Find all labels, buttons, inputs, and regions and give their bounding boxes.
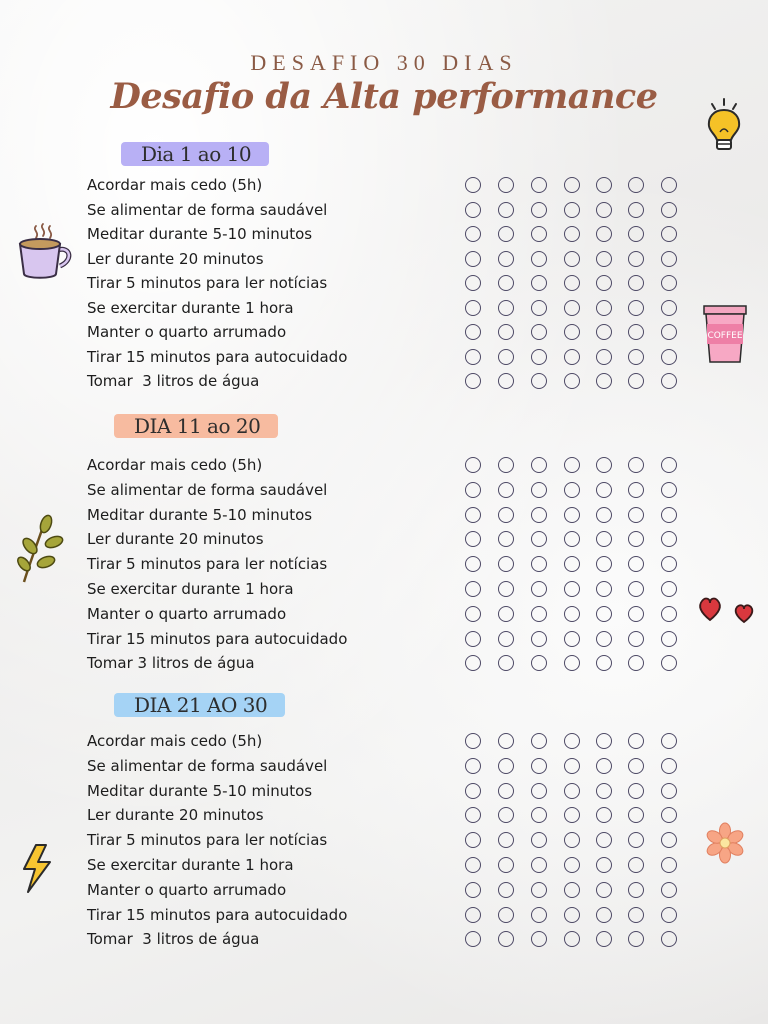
day-checkbox[interactable]	[564, 202, 580, 218]
day-checkbox[interactable]	[628, 324, 644, 340]
day-checkbox[interactable]	[564, 907, 580, 923]
day-checkbox[interactable]	[628, 807, 644, 823]
day-checkbox[interactable]	[596, 349, 612, 365]
day-checkbox[interactable]	[498, 931, 514, 947]
day-checkbox[interactable]	[498, 507, 514, 523]
day-checkbox[interactable]	[628, 606, 644, 622]
lightning-icon	[20, 842, 54, 896]
coffee-cup-text: COFFEE	[707, 331, 743, 341]
day-checkbox[interactable]	[628, 907, 644, 923]
task-label: Ler durante 20 minutos	[87, 249, 264, 268]
day-checkbox[interactable]	[596, 324, 612, 340]
day-checkbox[interactable]	[596, 373, 612, 389]
task-label: Manter o quarto arrumado	[87, 323, 287, 341]
day-checkbox[interactable]	[596, 631, 612, 647]
day-checkbox[interactable]	[661, 832, 677, 848]
day-checkbox[interactable]	[596, 531, 612, 547]
task-label: Meditar durante 5-10 minutos	[87, 225, 313, 243]
task-label: Tirar 15 minutos para autocuidado	[87, 905, 348, 924]
day-checkbox[interactable]	[564, 655, 580, 671]
task-label: Tirar 15 minutos para autocuidado	[87, 347, 348, 366]
day-checkbox[interactable]	[498, 758, 514, 774]
day-checkbox[interactable]	[564, 807, 580, 823]
day-checkbox[interactable]	[661, 907, 677, 923]
day-checkbox[interactable]	[661, 177, 677, 193]
day-checkbox[interactable]	[564, 482, 580, 498]
day-checkbox[interactable]	[465, 631, 481, 647]
day-checkbox[interactable]	[564, 581, 580, 597]
day-checkbox[interactable]	[564, 606, 580, 622]
section-badge: Dia 1 ao 10	[121, 142, 269, 166]
day-checkbox[interactable]	[596, 482, 612, 498]
task-label: Se exercitar durante 1 hora	[87, 856, 294, 874]
day-checkbox[interactable]	[498, 202, 514, 218]
day-checkbox[interactable]	[564, 882, 580, 898]
day-checkbox[interactable]	[531, 733, 547, 749]
day-checkbox[interactable]	[465, 882, 481, 898]
day-checkbox[interactable]	[564, 832, 580, 848]
day-checkbox[interactable]	[661, 783, 677, 799]
day-checkbox[interactable]	[628, 373, 644, 389]
day-checkbox[interactable]	[661, 882, 677, 898]
day-checkbox[interactable]	[531, 202, 547, 218]
day-checkbox[interactable]	[596, 758, 612, 774]
day-checkbox[interactable]	[465, 907, 481, 923]
day-checkbox[interactable]	[465, 931, 481, 947]
day-checkbox[interactable]	[465, 177, 481, 193]
day-checkbox[interactable]	[564, 758, 580, 774]
day-checkbox[interactable]	[628, 275, 644, 291]
day-checkbox[interactable]	[564, 300, 580, 316]
day-checkbox[interactable]	[465, 531, 481, 547]
task-label: Acordar mais cedo (5h)	[87, 732, 263, 750]
day-checkbox[interactable]	[498, 581, 514, 597]
day-checkbox[interactable]	[564, 251, 580, 267]
day-checkbox[interactable]	[531, 631, 547, 647]
day-checkbox[interactable]	[628, 457, 644, 473]
day-checkbox[interactable]	[531, 832, 547, 848]
day-checkbox[interactable]	[596, 581, 612, 597]
day-checkbox[interactable]	[661, 807, 677, 823]
day-checkbox[interactable]	[498, 482, 514, 498]
day-checkbox[interactable]	[465, 606, 481, 622]
page-supertitle: DESAFIO 30 DIAS	[250, 50, 518, 75]
leaf-branch-icon	[16, 512, 66, 586]
day-checkbox[interactable]	[596, 655, 612, 671]
day-checkbox[interactable]	[498, 226, 514, 242]
day-checkbox[interactable]	[465, 832, 481, 848]
day-checkbox[interactable]	[661, 349, 677, 365]
day-checkbox[interactable]	[564, 177, 580, 193]
day-checkbox[interactable]	[661, 275, 677, 291]
day-checkbox[interactable]	[564, 857, 580, 873]
day-checkbox[interactable]	[531, 581, 547, 597]
task-label: Meditar durante 5-10 minutos	[87, 505, 313, 524]
day-checkbox[interactable]	[628, 832, 644, 848]
day-checkbox[interactable]	[596, 202, 612, 218]
day-checkbox[interactable]	[596, 251, 612, 267]
day-checkbox[interactable]	[661, 733, 677, 749]
day-checkbox[interactable]	[498, 832, 514, 848]
day-checkbox[interactable]	[564, 631, 580, 647]
day-checkbox[interactable]	[661, 581, 677, 597]
day-checkbox[interactable]	[531, 807, 547, 823]
day-checkbox[interactable]	[596, 832, 612, 848]
coffee-mug-icon	[14, 220, 76, 286]
day-checkbox[interactable]	[628, 733, 644, 749]
day-checkbox[interactable]	[498, 275, 514, 291]
day-checkbox[interactable]	[465, 556, 481, 572]
day-checkbox[interactable]	[596, 733, 612, 749]
day-checkbox[interactable]	[531, 606, 547, 622]
day-checkbox[interactable]	[498, 349, 514, 365]
day-checkbox[interactable]	[465, 733, 481, 749]
day-checkbox[interactable]	[596, 177, 612, 193]
day-checkbox[interactable]	[465, 807, 481, 823]
day-checkbox[interactable]	[498, 177, 514, 193]
day-checkbox[interactable]	[465, 507, 481, 523]
day-checkbox[interactable]	[628, 226, 644, 242]
day-checkbox[interactable]	[661, 606, 677, 622]
day-checkbox[interactable]	[531, 882, 547, 898]
day-checkbox[interactable]	[628, 857, 644, 873]
day-checkbox[interactable]	[661, 931, 677, 947]
task-label: Tirar 5 minutos para ler notícias	[87, 555, 328, 574]
day-checkbox[interactable]	[498, 457, 514, 473]
lightbulb-icon	[700, 96, 748, 154]
page-title: Desafio da Alta performance	[110, 76, 658, 117]
task-label: Meditar durante 5-10 minutos	[87, 781, 313, 800]
day-checkbox[interactable]	[628, 631, 644, 647]
task-label: Tomar 3 litros de água	[87, 654, 255, 673]
day-checkbox[interactable]	[564, 373, 580, 389]
day-checkbox[interactable]	[498, 882, 514, 898]
day-checkbox[interactable]	[531, 907, 547, 923]
day-checkbox[interactable]	[531, 531, 547, 547]
task-label: Manter o quarto arrumado	[87, 880, 287, 899]
day-checkbox[interactable]	[531, 556, 547, 572]
day-checkbox[interactable]	[661, 482, 677, 498]
day-checkbox[interactable]	[465, 300, 481, 316]
task-label: Tomar 3 litros de água	[87, 930, 260, 949]
flower-icon	[702, 820, 748, 866]
day-checkbox[interactable]	[531, 226, 547, 242]
task-label: Tirar 5 minutos para ler notícias	[87, 831, 328, 850]
day-checkbox[interactable]	[596, 931, 612, 947]
day-checkbox[interactable]	[661, 324, 677, 340]
day-checkbox[interactable]	[465, 324, 481, 340]
day-checkbox[interactable]	[498, 857, 514, 873]
day-checkbox[interactable]	[661, 507, 677, 523]
task-label: Se exercitar durante 1 hora	[87, 298, 294, 317]
day-checkbox[interactable]	[531, 324, 547, 340]
task-label: Se exercitar durante 1 hora	[87, 580, 294, 598]
day-checkbox[interactable]	[564, 349, 580, 365]
day-checkbox[interactable]	[564, 226, 580, 242]
day-checkbox[interactable]	[465, 758, 481, 774]
day-checkbox[interactable]	[564, 931, 580, 947]
day-checkbox[interactable]	[596, 783, 612, 799]
day-checkbox[interactable]	[531, 931, 547, 947]
day-checkbox[interactable]	[628, 202, 644, 218]
day-checkbox[interactable]	[661, 457, 677, 473]
day-checkbox[interactable]	[596, 882, 612, 898]
task-label: Ler durante 20 minutos	[87, 530, 264, 549]
task-label: Tirar 15 minutos para autocuidado	[87, 629, 348, 648]
task-label: Se alimentar de forma saudável	[87, 480, 328, 499]
coffee-cup-icon	[696, 296, 754, 368]
day-checkbox[interactable]	[465, 457, 481, 473]
day-checkbox[interactable]	[531, 655, 547, 671]
day-checkbox[interactable]	[564, 556, 580, 572]
day-checkbox[interactable]	[628, 758, 644, 774]
day-checkbox[interactable]	[596, 507, 612, 523]
day-checkbox[interactable]	[498, 556, 514, 572]
task-label: Se alimentar de forma saudável	[87, 756, 328, 775]
task-label: Tirar 5 minutos para ler notícias	[87, 274, 328, 292]
day-checkbox[interactable]	[531, 457, 547, 473]
day-checkbox[interactable]	[628, 655, 644, 671]
day-checkbox[interactable]	[564, 507, 580, 523]
day-checkbox[interactable]	[628, 349, 644, 365]
day-checkbox[interactable]	[661, 556, 677, 572]
day-checkbox[interactable]	[498, 606, 514, 622]
day-checkbox[interactable]	[628, 581, 644, 597]
day-checkbox[interactable]	[465, 226, 481, 242]
day-checkbox[interactable]	[531, 349, 547, 365]
day-checkbox[interactable]	[628, 531, 644, 547]
day-checkbox[interactable]	[596, 457, 612, 473]
day-checkbox[interactable]	[531, 300, 547, 316]
day-checkbox[interactable]	[465, 202, 481, 218]
task-label: Se alimentar de forma saudável	[87, 200, 328, 219]
day-checkbox[interactable]	[628, 507, 644, 523]
day-checkbox[interactable]	[498, 807, 514, 823]
day-checkbox[interactable]	[661, 226, 677, 242]
day-checkbox[interactable]	[498, 251, 514, 267]
day-checkbox[interactable]	[531, 177, 547, 193]
day-checkbox[interactable]	[564, 733, 580, 749]
day-checkbox[interactable]	[596, 807, 612, 823]
day-checkbox[interactable]	[498, 324, 514, 340]
day-checkbox[interactable]	[531, 373, 547, 389]
day-checkbox[interactable]	[564, 457, 580, 473]
day-checkbox[interactable]	[661, 202, 677, 218]
day-checkbox[interactable]	[465, 251, 481, 267]
day-checkbox[interactable]	[564, 324, 580, 340]
task-label: Ler durante 20 minutos	[87, 806, 264, 825]
day-checkbox[interactable]	[498, 373, 514, 389]
day-checkbox[interactable]	[465, 275, 481, 291]
day-checkbox[interactable]	[465, 373, 481, 389]
day-checkbox[interactable]	[465, 655, 481, 671]
day-checkbox[interactable]	[465, 581, 481, 597]
day-checkbox[interactable]	[531, 482, 547, 498]
task-label: Tomar 3 litros de água	[87, 372, 260, 390]
day-checkbox[interactable]	[596, 226, 612, 242]
day-checkbox[interactable]	[498, 783, 514, 799]
day-checkbox[interactable]	[531, 275, 547, 291]
day-checkbox[interactable]	[628, 556, 644, 572]
day-checkbox[interactable]	[531, 783, 547, 799]
day-checkbox[interactable]	[661, 373, 677, 389]
day-checkbox[interactable]	[465, 783, 481, 799]
day-checkbox[interactable]	[596, 275, 612, 291]
day-checkbox[interactable]	[465, 349, 481, 365]
day-checkbox[interactable]	[564, 275, 580, 291]
day-checkbox[interactable]	[596, 606, 612, 622]
section-badge: DIA 11 ao 20	[114, 414, 278, 438]
day-checkbox[interactable]	[661, 655, 677, 671]
day-checkbox[interactable]	[498, 631, 514, 647]
day-checkbox[interactable]	[531, 251, 547, 267]
day-checkbox[interactable]	[596, 907, 612, 923]
day-checkbox[interactable]	[498, 300, 514, 316]
day-checkbox[interactable]	[661, 251, 677, 267]
day-checkbox[interactable]	[498, 531, 514, 547]
task-label: Manter o quarto arrumado	[87, 604, 287, 623]
day-checkbox[interactable]	[628, 783, 644, 799]
day-checkbox[interactable]	[596, 300, 612, 316]
day-checkbox[interactable]	[531, 507, 547, 523]
day-checkbox[interactable]	[498, 907, 514, 923]
day-checkbox[interactable]	[596, 857, 612, 873]
day-checkbox[interactable]	[531, 857, 547, 873]
day-checkbox[interactable]	[498, 655, 514, 671]
day-checkbox[interactable]	[628, 300, 644, 316]
day-checkbox[interactable]	[661, 631, 677, 647]
day-checkbox[interactable]	[596, 556, 612, 572]
day-checkbox[interactable]	[661, 531, 677, 547]
day-checkbox[interactable]	[564, 531, 580, 547]
hearts-icon	[696, 592, 758, 626]
day-checkbox[interactable]	[628, 251, 644, 267]
task-label: Acordar mais cedo (5h)	[87, 456, 263, 474]
day-checkbox[interactable]	[498, 733, 514, 749]
day-checkbox[interactable]	[465, 482, 481, 498]
day-checkbox[interactable]	[564, 783, 580, 799]
day-checkbox[interactable]	[628, 482, 644, 498]
day-checkbox[interactable]	[531, 758, 547, 774]
section-badge: DIA 21 AO 30	[114, 693, 285, 717]
task-label: Acordar mais cedo (5h)	[87, 176, 263, 194]
day-checkbox[interactable]	[628, 931, 644, 947]
day-checkbox[interactable]	[628, 882, 644, 898]
day-checkbox[interactable]	[661, 758, 677, 774]
day-checkbox[interactable]	[661, 857, 677, 873]
day-checkbox[interactable]	[661, 300, 677, 316]
day-checkbox[interactable]	[465, 857, 481, 873]
day-checkbox[interactable]	[628, 177, 644, 193]
